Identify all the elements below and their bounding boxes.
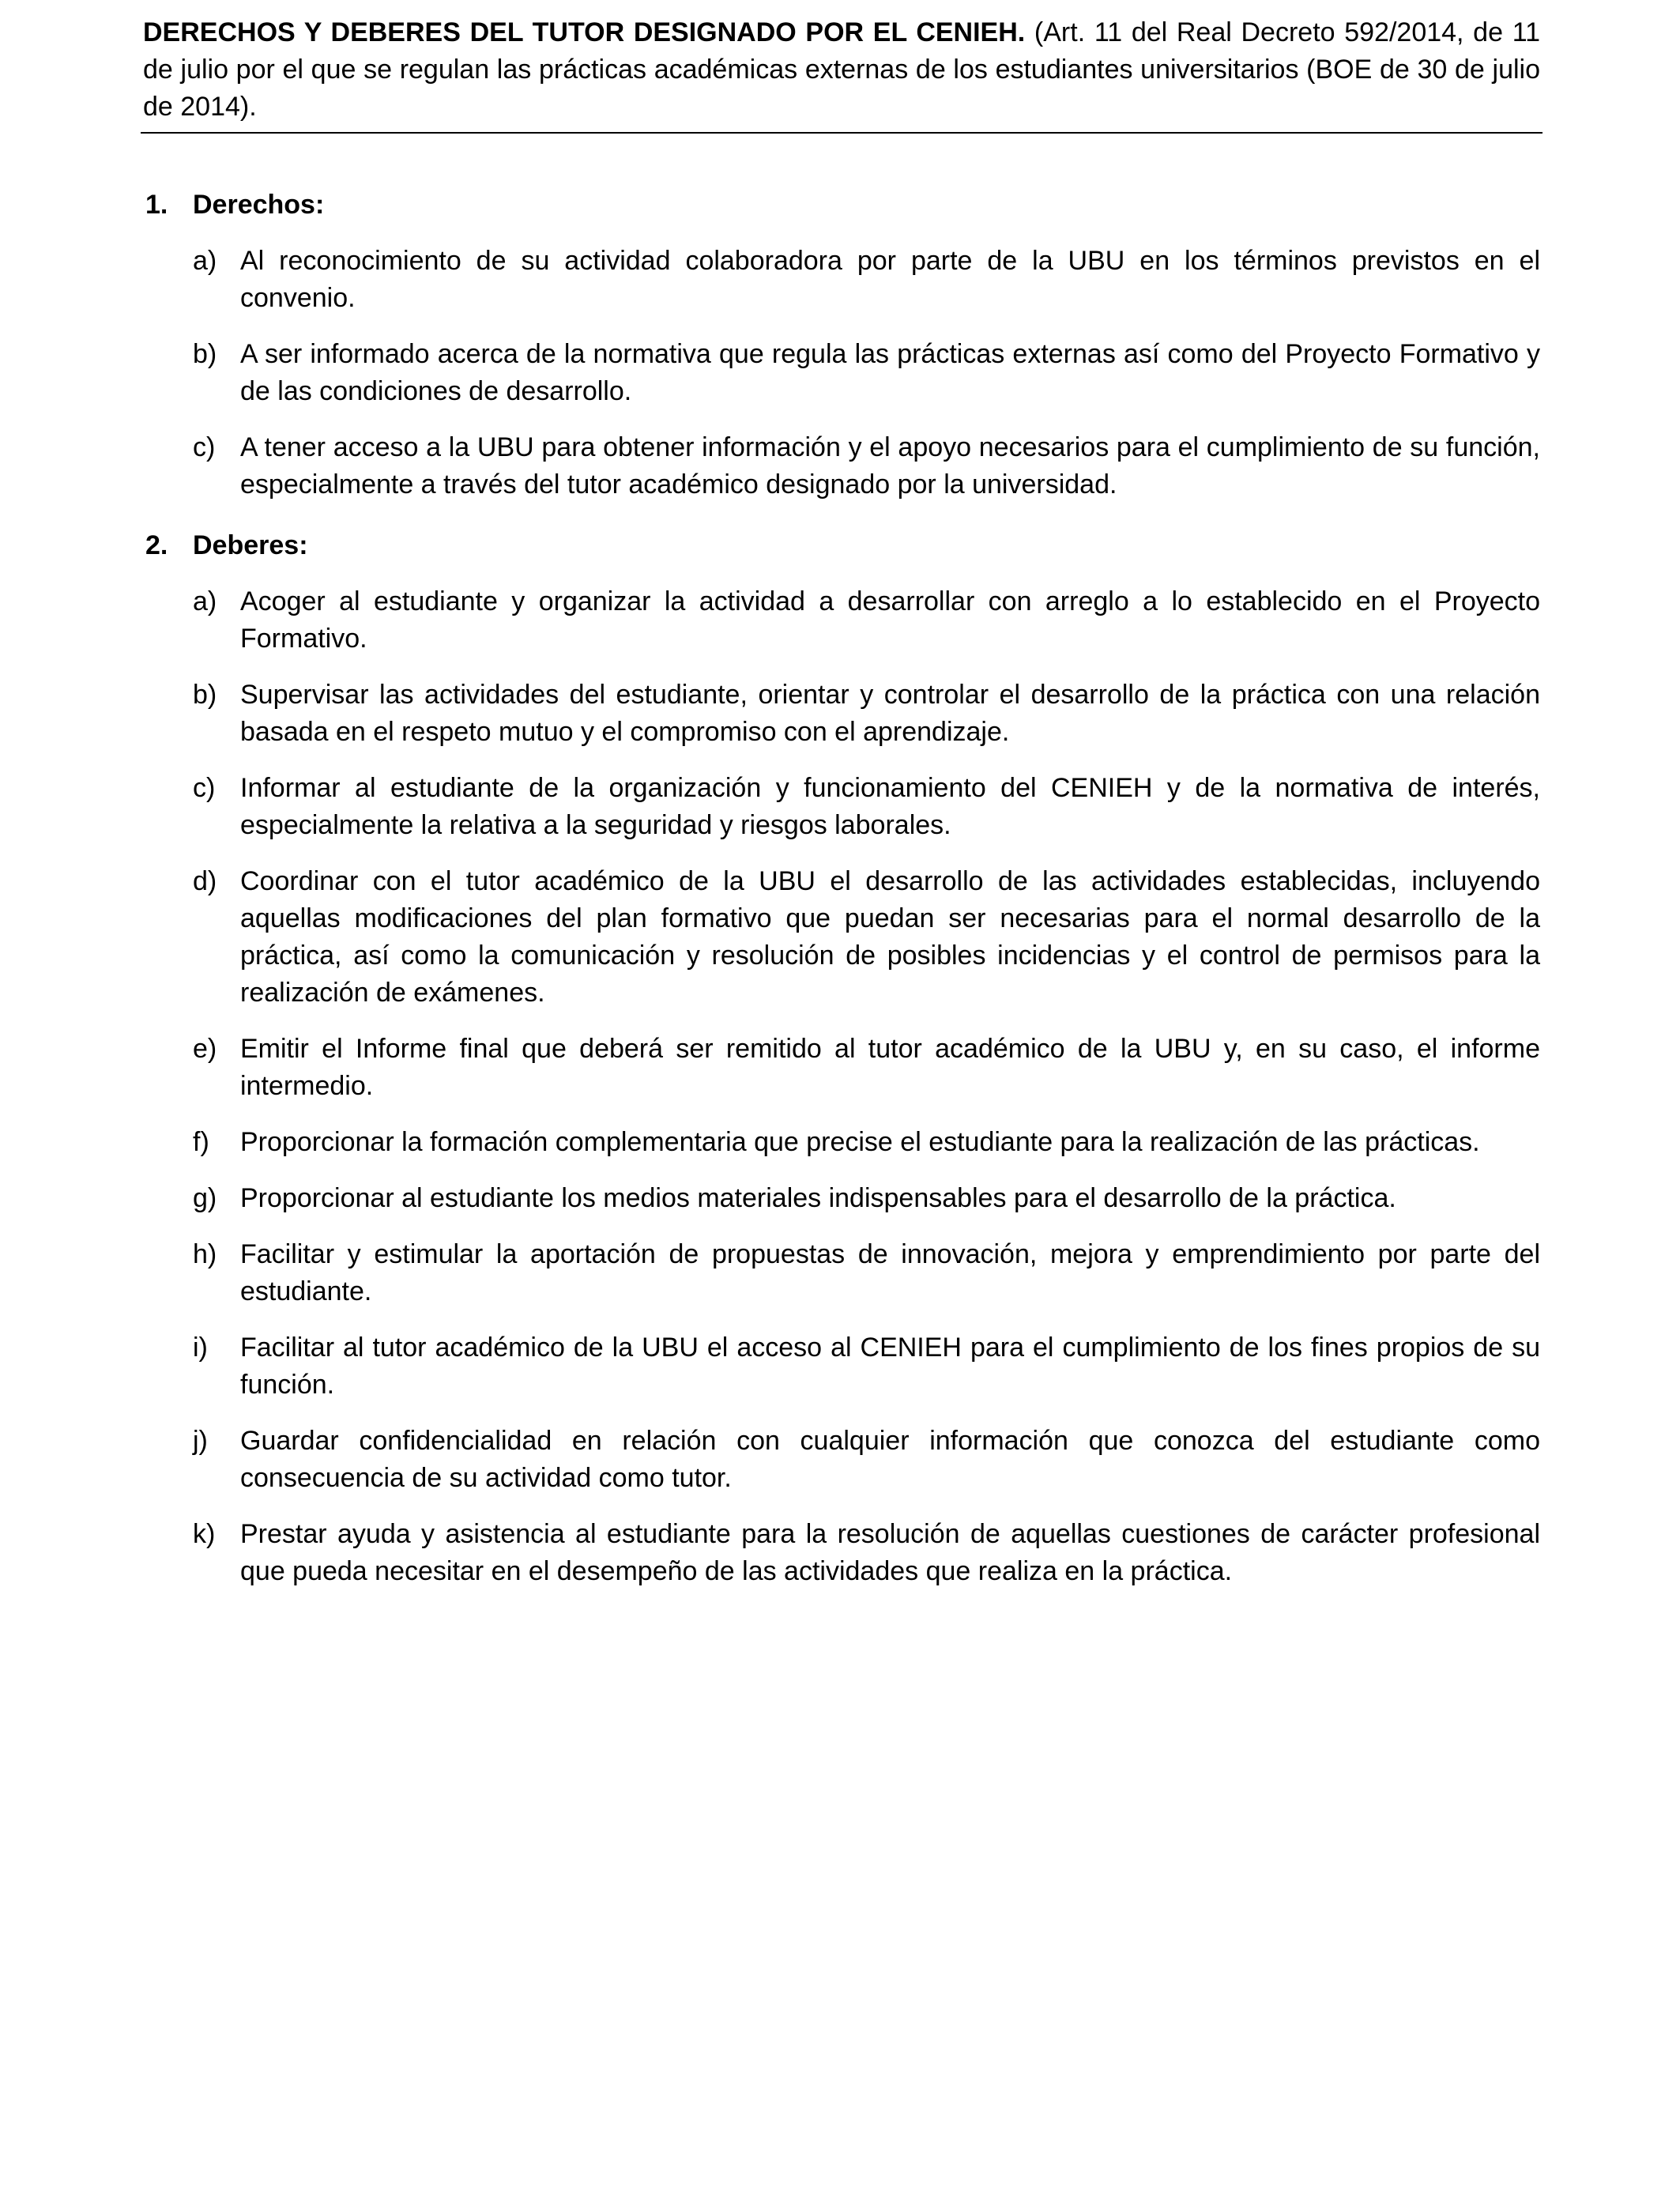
item-letter: c) bbox=[193, 773, 216, 803]
section-number: 2. bbox=[145, 530, 168, 560]
list-item bbox=[143, 1180, 1540, 1217]
header-title-rest: (Art. 11 del Real Decreto 592/2014, de 11 de julio por el que se regulan las prácticas académicas externas de los estudiantes universitarios (BOE de 30 de julio de 2014). bbox=[143, 17, 1540, 122]
item-letter: i) bbox=[193, 1333, 208, 1363]
list-item bbox=[143, 243, 1540, 317]
item-letter: j) bbox=[193, 1426, 208, 1456]
item-letter: g) bbox=[193, 1183, 217, 1213]
item-letter: f) bbox=[193, 1127, 209, 1157]
page-header bbox=[143, 14, 1540, 126]
item-text: Al reconocimiento de su actividad colaboradora por parte de la UBU en los términos previstos en el convenio. bbox=[240, 246, 1540, 313]
item-text: Informar al estudiante de la organización y funcionamiento del CENIEH y de la normativa de interés, especialmente la relativa a la seguridad y riesgos laborales. bbox=[240, 773, 1540, 840]
list-item bbox=[143, 770, 1540, 844]
list-item bbox=[143, 1124, 1540, 1161]
item-letter: h) bbox=[193, 1239, 217, 1269]
list-item bbox=[143, 677, 1540, 751]
list-item bbox=[143, 1329, 1540, 1404]
item-letter: e) bbox=[193, 1034, 217, 1064]
header-title-bold: DERECHOS Y DEBERES DEL TUTOR DESIGNADO POR EL CENIEH. bbox=[143, 17, 1026, 47]
list-item bbox=[143, 863, 1540, 1012]
item-text: Emitir el Informe final que deberá ser remitido al tutor académico de la UBU y, en su caso, el informe intermedio. bbox=[240, 1034, 1540, 1101]
item-text: Facilitar al tutor académico de la UBU el acceso al CENIEH para el cumplimiento de los fines propios de su función. bbox=[240, 1333, 1540, 1400]
item-letter: b) bbox=[193, 680, 217, 710]
section-title: Derechos: bbox=[193, 190, 325, 220]
item-letter: a) bbox=[193, 246, 217, 276]
section-deberes bbox=[143, 527, 1540, 1590]
list-item bbox=[143, 1031, 1540, 1105]
item-text: Prestar ayuda y asistencia al estudiante para la resolución de aquellas cuestiones de carácter profesional que pueda necesitar en el desempeño de las actividades que realiza en la práctica. bbox=[240, 1519, 1540, 1586]
item-text: Facilitar y estimular la aportación de propuestas de innovación, mejora y emprendimiento por parte del estudiante. bbox=[240, 1239, 1540, 1306]
list-item bbox=[143, 1516, 1540, 1590]
item-text: A ser informado acerca de la normativa que regula las prácticas externas así como del Proyecto Formativo y de las condiciones de desarrollo. bbox=[240, 339, 1540, 406]
item-text: Coordinar con el tutor académico de la UBU el desarrollo de las actividades establecidas, incluyendo aquellas modificaciones del plan formativo que puedan ser necesarias para el normal desarrollo de la práctica, así como la comunicación y resolución de posibles incidencias y el control de permisos para la realización de exámenes. bbox=[240, 866, 1540, 1008]
deberes-list bbox=[143, 583, 1540, 1590]
item-text: Acoger al estudiante y organizar la actividad a desarrollar con arreglo a lo establecido en el Proyecto Formativo. bbox=[240, 586, 1540, 654]
item-text: Proporcionar al estudiante los medios materiales indispensables para el desarrollo de la práctica. bbox=[240, 1183, 1396, 1213]
derechos-list bbox=[143, 243, 1540, 503]
section-title: Deberes: bbox=[193, 530, 308, 560]
item-text: Proporcionar la formación complementaria que precise el estudiante para la realización de las prácticas. bbox=[240, 1127, 1480, 1157]
item-letter: k) bbox=[193, 1519, 216, 1549]
list-item bbox=[143, 583, 1540, 658]
list-item bbox=[143, 1236, 1540, 1310]
header-divider bbox=[141, 132, 1543, 134]
section-number: 1. bbox=[145, 190, 168, 220]
item-letter: c) bbox=[193, 432, 216, 462]
section-heading bbox=[143, 187, 1540, 224]
list-item bbox=[143, 336, 1540, 410]
item-letter: d) bbox=[193, 866, 217, 896]
section-heading bbox=[143, 527, 1540, 564]
item-text: Guardar confidencialidad en relación con cualquier información que conozca del estudiante como consecuencia de su actividad como tutor. bbox=[240, 1426, 1540, 1493]
list-item bbox=[143, 429, 1540, 503]
item-letter: a) bbox=[193, 586, 217, 616]
item-text: A tener acceso a la UBU para obtener información y el apoyo necesarios para el cumplimiento de su función, especialmente a través del tutor académico designado por la universidad. bbox=[240, 432, 1540, 499]
section-derechos bbox=[143, 187, 1540, 503]
list-item bbox=[143, 1423, 1540, 1497]
document-body bbox=[143, 187, 1540, 1590]
item-text: Supervisar las actividades del estudiante, orientar y controlar el desarrollo de la práctica con una relación basada en el respeto mutuo y el compromiso con el aprendizaje. bbox=[240, 680, 1540, 747]
item-letter: b) bbox=[193, 339, 217, 369]
